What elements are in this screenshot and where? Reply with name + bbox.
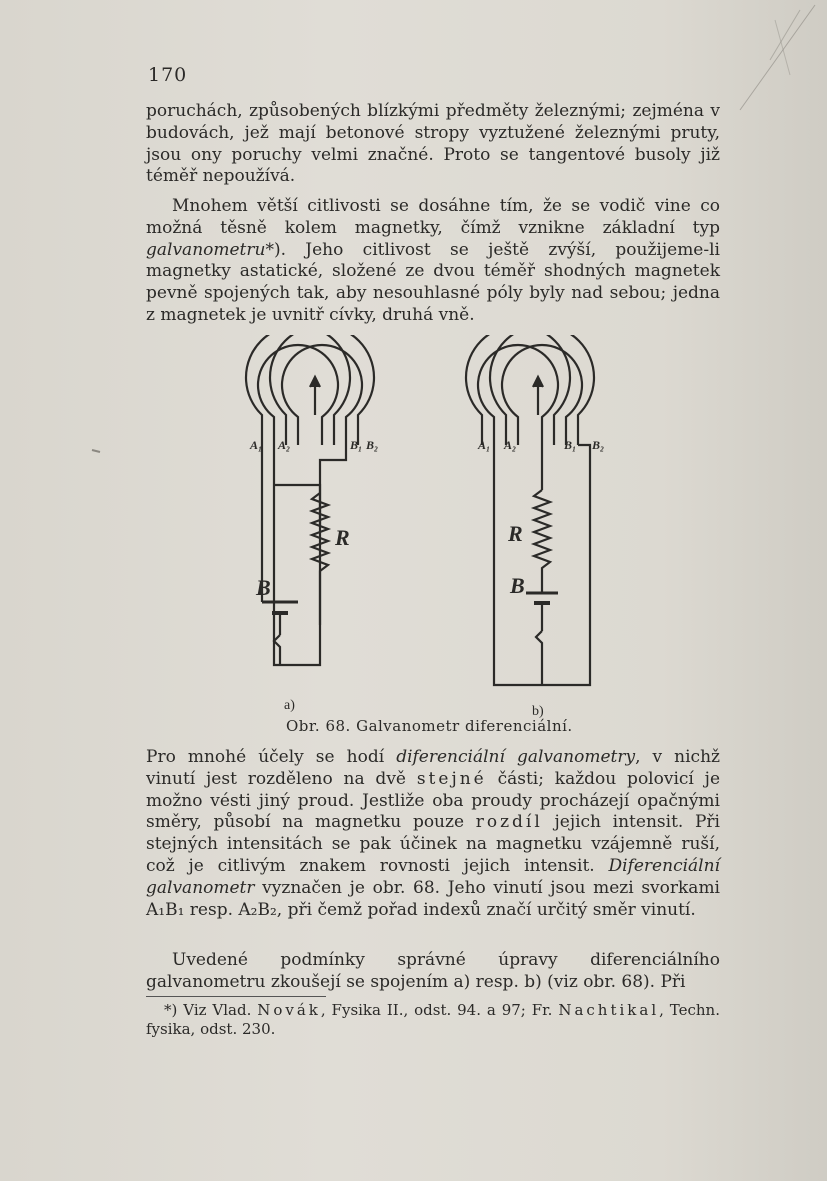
p2-text-b: *). Jeho citlivost se ještě zvýší, použijeme-li magnetky astatické, složené ze dvou téměř shodných magnetek pevně spojených tak, aby nesouhlasné póly byly nad sebou; jedna z magnetek je uvnitř cívky, druhá vně. xyxy=(146,239,720,325)
figure-caption: Obr. 68. Galvanometr diferenciální. xyxy=(286,717,573,735)
paragraph-3-text xyxy=(146,747,720,921)
p3-text-d: jejich intensit. Při stejných intensitách se pak účinek na magnetku vzájemně ruší, což je citlivým znakem rovnosti jejich intensit. xyxy=(146,812,720,876)
paragraph-4-text: Uvedené podmínky správné úpravy diferenciálního galvanometru zkoušejí se spojením a) resp. b) (viz obr. 68). Při xyxy=(146,950,720,992)
footnote-text-a: Viz Vlad. xyxy=(177,1001,258,1019)
label-a-A2: A₂ xyxy=(278,438,291,452)
figure-68 xyxy=(220,335,640,735)
label-a: a) xyxy=(284,698,295,713)
p2-italic: galvanometru xyxy=(146,239,266,260)
p3-italic-1: diferenciální galvanometry xyxy=(396,747,636,767)
diagram-a xyxy=(246,335,374,665)
label-b-B: B xyxy=(510,573,525,598)
p3-spaced-1: stejné xyxy=(416,768,487,789)
footnote-text-b: , Fysika II., odst. 94. a 97; Fr. xyxy=(320,1001,559,1019)
paragraph-2-text xyxy=(146,196,720,327)
label-b-B2: B₂ xyxy=(592,438,605,452)
diagram-b xyxy=(466,335,594,685)
paragraph-2 xyxy=(146,196,720,327)
footnote-author-2: Nachtikal xyxy=(558,1001,660,1019)
paragraph-4 xyxy=(146,950,720,994)
footnote-author-1: Novák xyxy=(257,1001,321,1019)
footnote xyxy=(146,1001,720,1038)
label-b-A2: A₂ xyxy=(504,438,517,452)
galvanometer-diagram xyxy=(220,335,640,735)
page-number: 170 xyxy=(148,64,188,86)
footnote-marker: *) xyxy=(164,1001,178,1019)
p3-text-e: vyznačen je obr. 68. Jeho vinutí jsou mezi svorkami A₁B₁ resp. A₂B₂, při čemž pořad indexů značí určitý směr vinutí. xyxy=(146,877,720,920)
footnote-rule xyxy=(146,996,326,997)
paragraph-3 xyxy=(146,747,720,921)
p3-text-c: části; každou polovicí je možno vésti jiný proud. Jestliže oba proudy procházejí opačnými směry, působí na magnetku pouze xyxy=(146,768,721,833)
label-a-A1: A₁ xyxy=(250,438,263,452)
label-b: b) xyxy=(532,704,544,719)
p3-text-a: Pro mnohé účely se hodí xyxy=(146,747,397,767)
p2-text-a: Mnohem větší citlivosti se dosáhne tím, že se vodič vine co možná těsně kolem magnetky, čímž vznikne základní typ xyxy=(146,196,720,238)
p3-text-b: , v nichž vinutí jest rozděleno na dvě xyxy=(146,747,720,789)
label-b-B1: B₁ xyxy=(564,438,577,452)
paragraph-1 xyxy=(146,101,720,188)
label-a-B1: B₁ xyxy=(350,438,363,452)
footnote-text-c: , Techn. fysika, odst. 230. xyxy=(146,1001,720,1038)
paragraph-1-text: poruchách, způsobených blízkými předměty železnými; zejména v budovách, jež mají betonové stropy vyztužené železnými pruty, jsou ony poruchy velmi značné. Proto se tangentové busoly již téměř nepoužívá. xyxy=(146,101,720,187)
label-b-A1: A₁ xyxy=(478,438,491,452)
p3-italic-2: Diferenciální galvanometr xyxy=(146,855,720,898)
label-a-B: B xyxy=(256,575,271,600)
label-a-R: R xyxy=(335,525,350,550)
p3-spaced-2: rozdíl xyxy=(475,812,543,833)
label-a-B2: B₂ xyxy=(366,438,379,452)
label-b-R: R xyxy=(508,521,523,546)
